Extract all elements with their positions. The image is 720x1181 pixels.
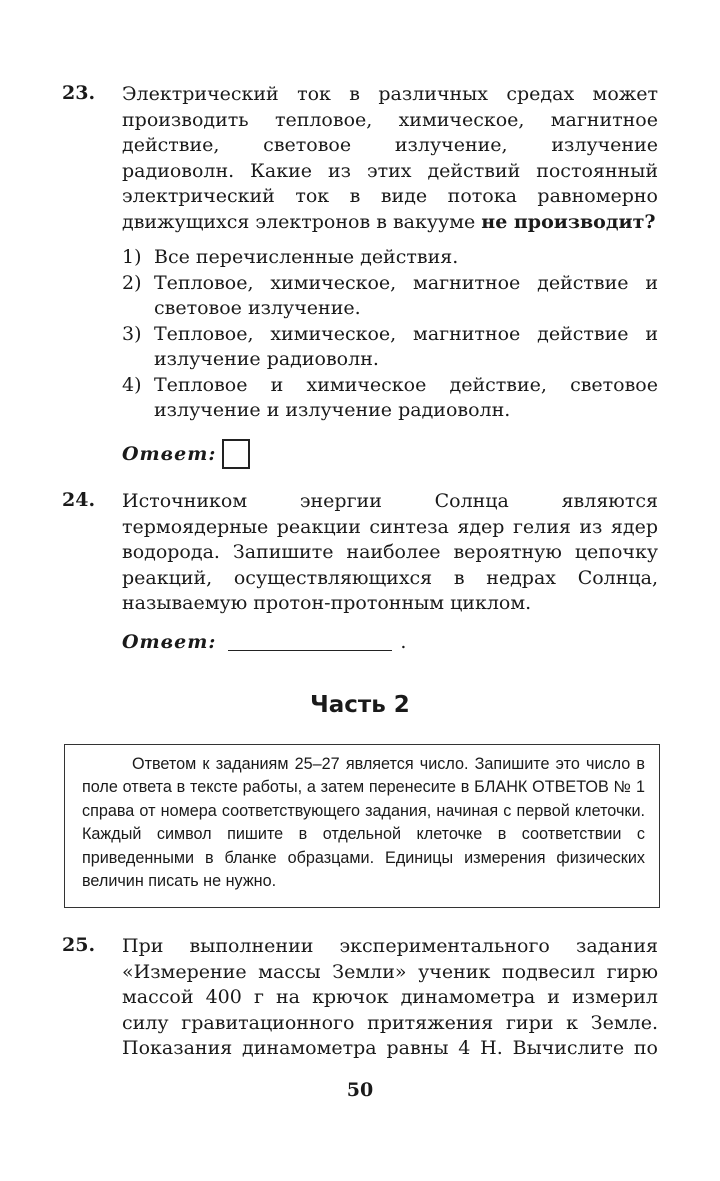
answer-options (122, 245, 658, 423)
answer-row (122, 439, 658, 469)
question-text: При выполнении экспериментального задания «Измерение массы Земли» ученик подвесил гирю массой 400 г на крючок динамометра и измерил силу гравитационного притяжения гири к Земле. Показания динамометра равны 4 Н. Вычислите по (122, 935, 658, 1059)
question-text-main: Электрический ток в различных средах может производить тепловое, химическое, магнитное действие, световое излучение, излучение радиоволн. Какие из этих действий постоянный электрический ток в виде потока равномерно движущихся электронов в вакууме (122, 83, 658, 233)
question-text (122, 82, 658, 235)
answer-label: Ответ: (122, 443, 217, 465)
page-number: 50 (346, 1079, 374, 1101)
question-number: 24. (62, 489, 96, 511)
option-text: Тепловое и химическое действие, световое излучение и излучение радиоволн. (154, 374, 658, 421)
question-number: 23. (62, 82, 96, 104)
option-text: Все перечисленные действия. (154, 246, 459, 268)
question-number: 25. (62, 934, 96, 956)
instruction-box (64, 744, 660, 908)
question-25 (62, 934, 658, 1062)
answer-box[interactable] (222, 439, 250, 469)
question-text-end: ? (644, 210, 656, 233)
option-text: Тепловое, химическое, магнитное действие и световое излучение. (154, 272, 658, 319)
option-number: 3) (122, 323, 142, 345)
answer-row (122, 631, 658, 653)
option-number: 1) (122, 246, 142, 268)
answer-end: . (400, 630, 407, 653)
question-text: Источником энергии Солнца являются термоядерные реакции синтеза ядер гелия из ядер водорода. Запишите наиболее вероятную цепочку реакций, осуществляющихся в недрах Солнца, называемую протон-протонным циклом. (122, 490, 658, 614)
instruction-text: Ответом к заданиям 25–27 является число. Запишите это число в поле ответа в тексте работы, а затем перенесите в БЛАНК ОТВЕТОВ № 1 справа от номера соответствующего задания, начиная с первой клеточки. Каждый символ пишите в отдельной клеточке в соответствии с приведенными в бланке образцами. Единицы измерения физических величин писать не нужно. (82, 755, 645, 891)
option-text: Тепловое, химическое, магнитное действие и излучение радиоволн. (154, 323, 658, 370)
option-number: 2) (122, 272, 142, 294)
question-text-emphasis: не производит (481, 210, 645, 233)
option-4[interactable] (122, 373, 658, 423)
option-number: 4) (122, 374, 142, 396)
option-3[interactable] (122, 322, 658, 372)
option-2[interactable] (122, 271, 658, 321)
option-1[interactable] (122, 245, 658, 270)
part-title: Часть 2 (310, 692, 410, 718)
answer-label: Ответ: (122, 630, 217, 653)
question-23 (62, 82, 658, 469)
answer-line[interactable] (228, 632, 392, 651)
question-24 (62, 489, 658, 653)
